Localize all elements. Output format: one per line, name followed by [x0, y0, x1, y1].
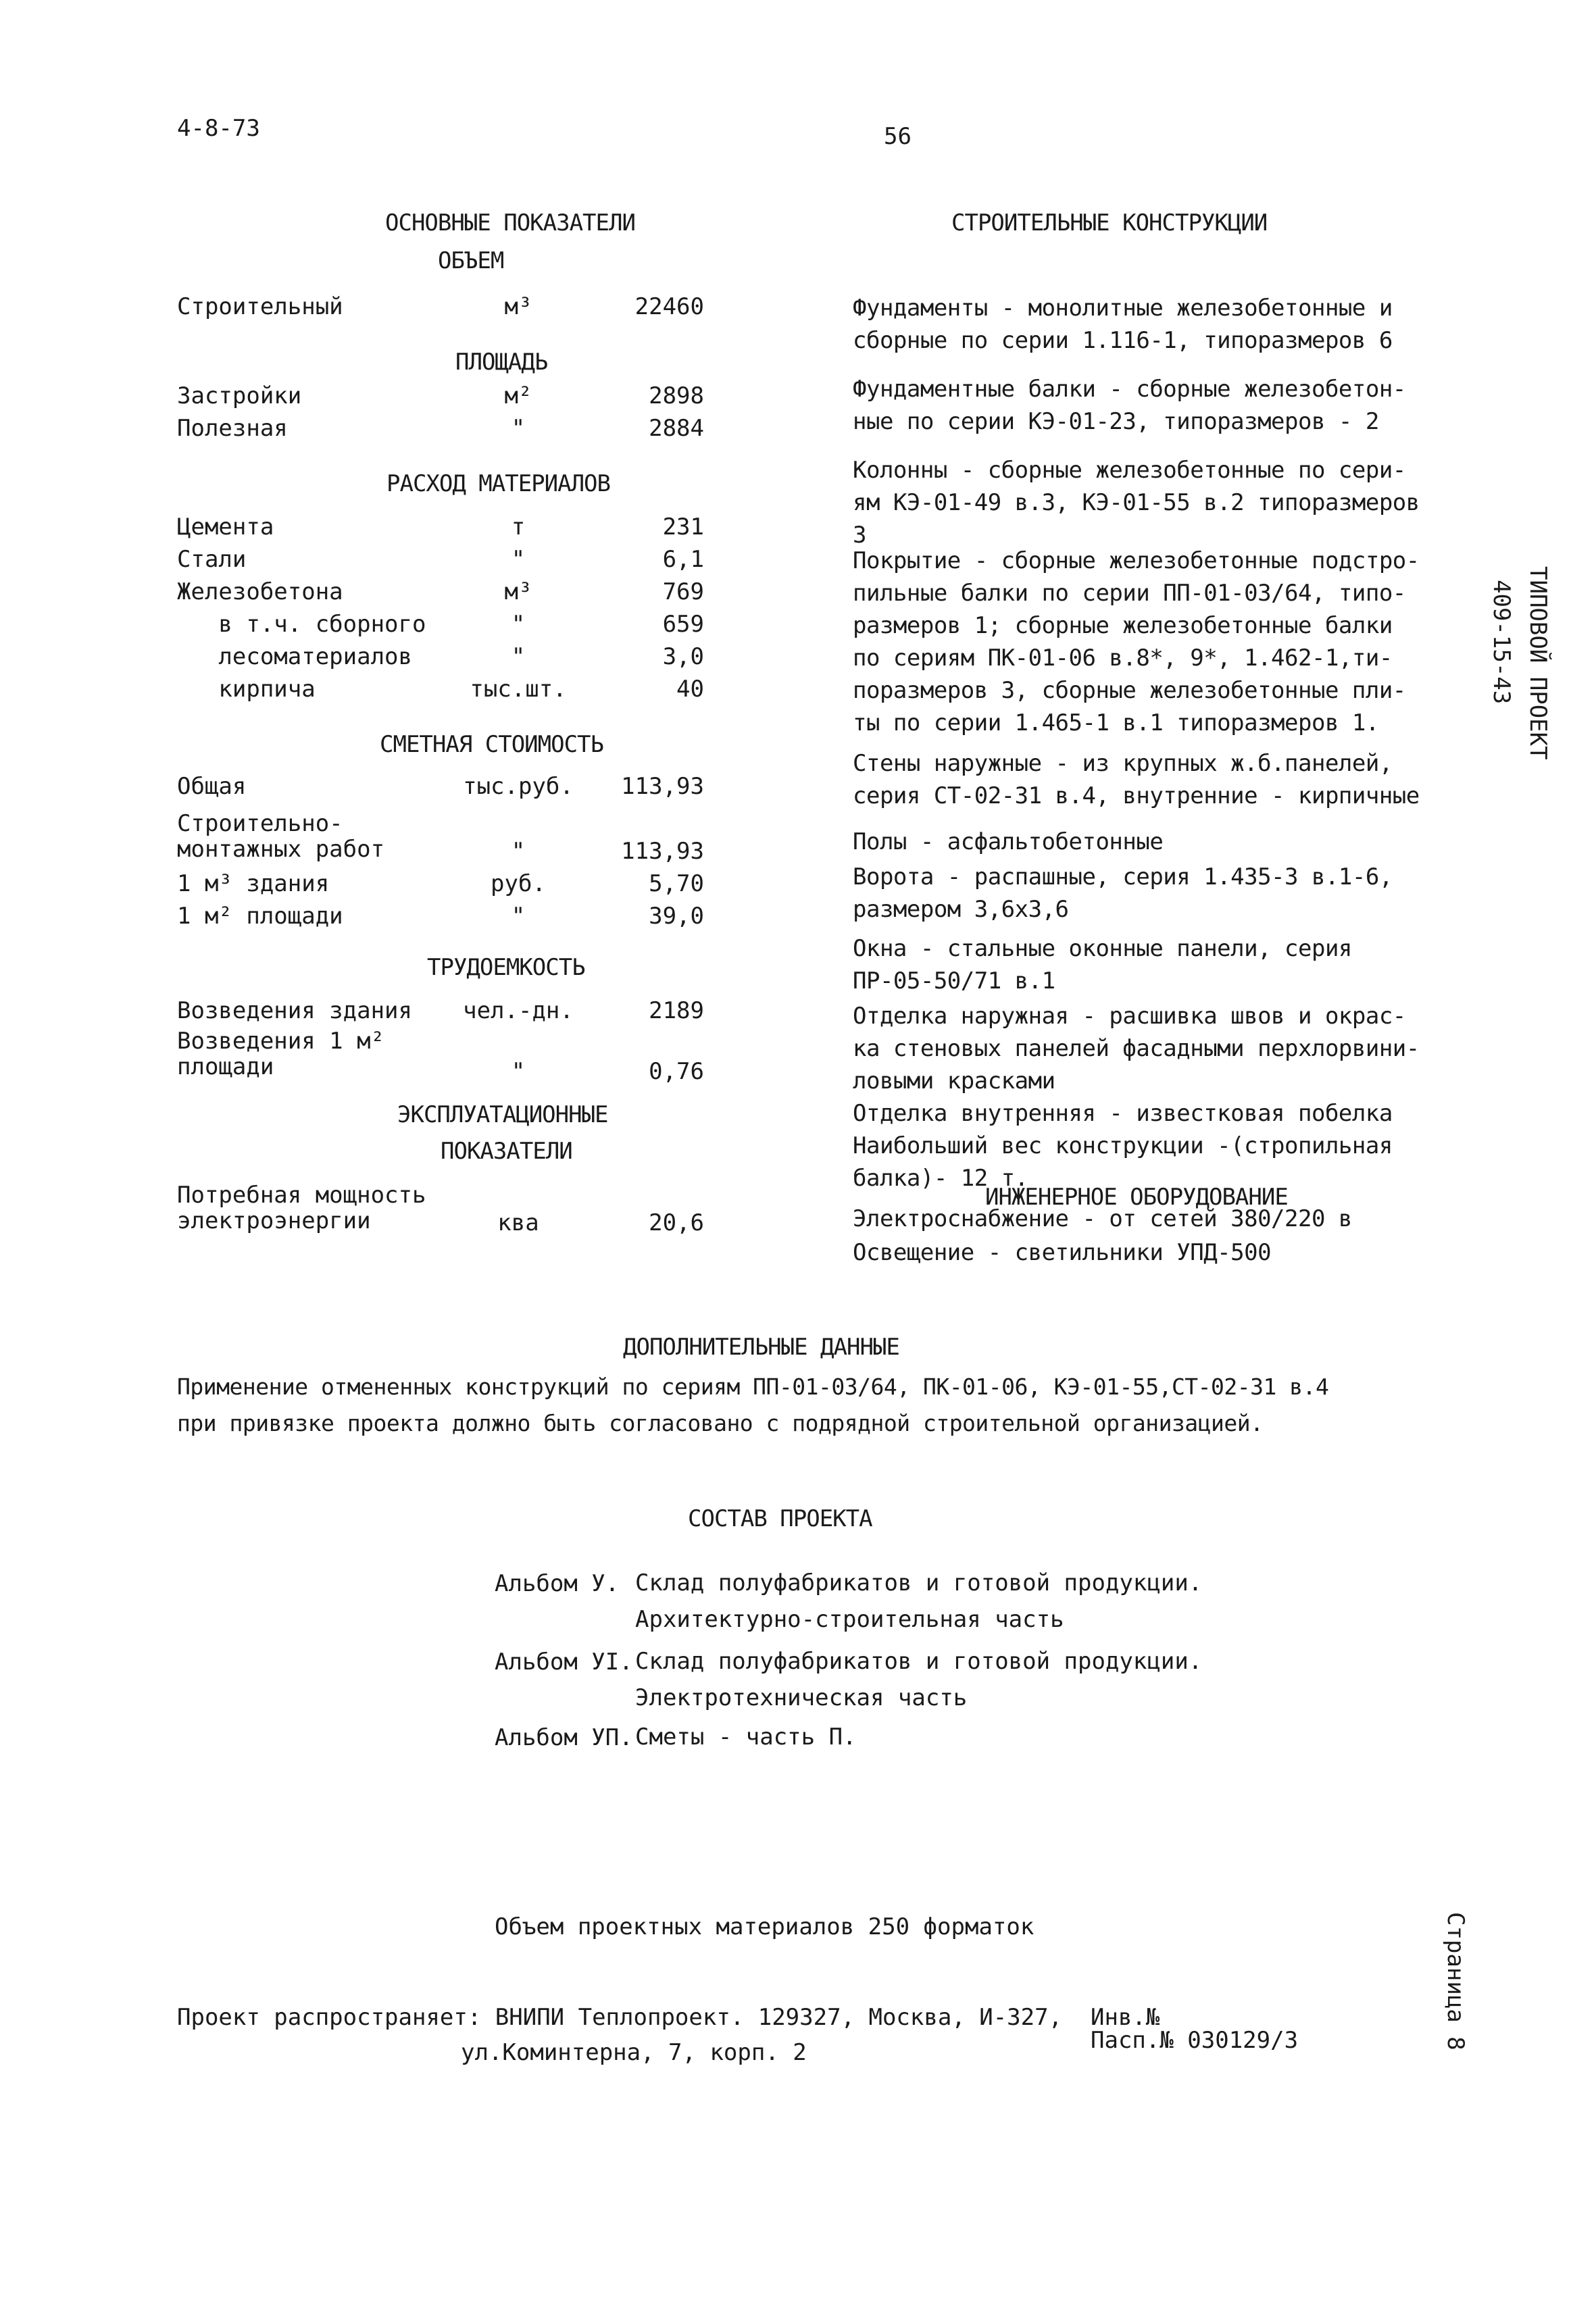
indicator-label: Цемента: [177, 513, 274, 540]
structures-title: СТРОИТЕЛЬНЫЕ КОНСТРУКЦИИ: [951, 209, 1268, 236]
page-number: 56: [884, 123, 912, 150]
engineering-line: Освещение - светильники УПД-500: [853, 1239, 1272, 1266]
sheet-label: Страница 8: [1442, 1912, 1469, 2051]
operation-heading-line1: ЭКСПЛУАТАЦИОННЫЕ: [397, 1101, 608, 1128]
indicator-label: Застройки: [177, 382, 302, 409]
indicator-unit: ": [511, 415, 526, 442]
album-description: Склад полуфабрикатов и готовой продукции. Электротехническая часть: [635, 1648, 1203, 1711]
indicator-row: [177, 291, 704, 323]
indicator-unit: ": [511, 1058, 526, 1085]
inventory-number: Инв.№: [1091, 2004, 1160, 2031]
volume-heading: ОБЪЕМ: [438, 247, 504, 274]
composition-heading: СОСТАВ ПРОЕКТА: [688, 1505, 872, 1532]
engineering-line: Электроснабжение - от сетей 380/220 в: [853, 1205, 1352, 1232]
structure-item: Ворота - распашные, серия 1.435-3 в.1-6, размером 3,6х3,6: [853, 863, 1393, 923]
volume-note: Объем проектных материалов 250 форматок: [495, 1913, 1034, 1940]
album-description: Склад полуфабрикатов и готовой продукции. Архитектурно-строительная часть: [635, 1569, 1203, 1633]
indicator-value: 5,70: [649, 870, 704, 897]
album-name: Альбом УI.: [495, 1649, 633, 1676]
indicator-row: [177, 640, 704, 673]
indicator-label: Общая: [177, 773, 247, 800]
structures: [853, 203, 1447, 1284]
main-indicators: [177, 203, 704, 1284]
passport-number: Пасп.№ 030129/3: [1091, 2027, 1299, 2054]
indicator-label: Строительный: [177, 293, 343, 320]
indicator-unit: т: [511, 513, 526, 540]
indicator-row: [177, 995, 704, 1027]
structure-item: Стены наружные - из крупных ж.б.панелей, серия СТ-02-31 в.4, внутренние - кирпичные: [853, 750, 1420, 809]
labor-heading: ТРУДОЕМКОСТЬ: [427, 954, 585, 981]
indicator-row: [177, 576, 704, 608]
indicator-label: Полезная: [177, 415, 288, 442]
indicator-value: 2189: [649, 997, 704, 1024]
structure-item: Окна - стальные оконные панели, серия ПР-05-50/71 в.1: [853, 935, 1352, 995]
indicator-unit: ": [511, 838, 526, 865]
album-name: Альбом У.: [495, 1570, 620, 1597]
indicator-value: 659: [662, 611, 704, 638]
indicator-value: 2898: [649, 382, 704, 409]
indicator-label: Строительно-монтажных работ: [177, 810, 385, 863]
structure-item: Колонны - сборные железобетонные по сери- ям КЭ-01-49 в.3, КЭ-01-55 в.2 типоразмеров 3: [853, 457, 1420, 549]
structure-item: Покрытие - сборные железобетонные подстро- пильные балки по серии ПП-01-03/64, типо- размеров 1; сборные железобетонные балки по сериям ПК-01-06 в.8*, 9*, 1.462-1,ти- поразмеров 3, сборные железобетонные пли- ты по серии 1.465-1 в.1 типоразмеров 1.: [853, 547, 1420, 736]
indicator-value: 40: [676, 676, 704, 703]
indicator-value: 231: [662, 513, 704, 540]
distributor-line1: Проект распространяет: ВНИПИ Теплопроект. 129327, Москва, И-327,: [177, 2004, 1063, 2031]
project-number: 409-15-43: [1488, 580, 1515, 705]
indicator-row: [177, 867, 704, 900]
album-description: Сметы - часть П.: [635, 1724, 857, 1751]
indicator-value: 113,93: [621, 773, 704, 800]
structure-item: Отделка наружная - расшивка швов и окрас- ка стеновых панелей фасадными перхлорвини- ловыми красками: [853, 1003, 1420, 1095]
indicator-value: 3,0: [662, 643, 704, 670]
indicator-label: Железобетона: [177, 578, 343, 605]
indicator-value: 2884: [649, 415, 704, 442]
indicator-row: [177, 380, 704, 412]
operation-heading-line2: ПОКАЗАТЕЛИ: [441, 1138, 572, 1165]
indicator-row: [177, 412, 704, 445]
indicator-value: 6,1: [662, 546, 704, 573]
indicator-label: Стали: [177, 546, 247, 573]
indicator-unit: ": [511, 643, 526, 670]
distributor-line2: ул.Коминтерна, 7, корп. 2: [461, 2039, 807, 2066]
indicator-unit: ": [511, 903, 526, 930]
indicator-value: 20,6: [649, 1209, 704, 1236]
indicator-row: [177, 511, 704, 543]
indicator-row: [177, 673, 704, 705]
structure-item: Наибольший вес конструкции -(стропильная балка)- 12 т.: [853, 1132, 1393, 1192]
additional-heading: ДОПОЛНИТЕЛЬНЫЕ ДАННЫЕ: [623, 1334, 899, 1361]
structure-item: Полы - асфальтобетонные: [853, 828, 1164, 855]
indicator-unit: ": [511, 611, 526, 638]
indicator-row: [177, 811, 704, 867]
indicator-row: [177, 543, 704, 576]
indicator-unit: ква: [497, 1209, 539, 1236]
area-heading: ПЛОЩАДЬ: [455, 349, 548, 376]
indicator-row: [177, 1028, 704, 1085]
indicator-value: 22460: [634, 293, 704, 320]
indicator-label: лесоматериалов: [177, 643, 412, 670]
indicator-label: 1 м² площади: [177, 903, 343, 930]
indicator-unit: руб.: [491, 870, 546, 897]
indicator-unit: чел.-дн.: [463, 997, 574, 1024]
indicator-unit: м³: [504, 578, 532, 605]
indicator-label: кирпича: [177, 676, 316, 703]
indicator-label: 1 м³ здания: [177, 870, 330, 897]
indicator-value: 769: [662, 578, 704, 605]
cost-heading: СМЕТНАЯ СТОИМОСТЬ: [380, 731, 603, 758]
indicator-row: [177, 770, 704, 803]
structure-item: Фундаменты - монолитные железобетонные и сборные по серии 1.116-1, типоразмеров 6: [853, 295, 1393, 354]
indicator-row: [177, 1182, 704, 1239]
additional-text: Применение отмененных конструкций по сериям ПП-01-03/64, ПК-01-06, КЭ-01-55,СТ-02-31 в.4 при привязке проекта должно быть согласовано с подрядной строительной организацией.: [177, 1374, 1329, 1436]
structure-item: Фундаментные балки - сборные железобетон- ные по серии КЭ-01-23, типоразмеров - 2: [853, 376, 1406, 435]
indicator-label: Возведения 1 м² площади: [177, 1028, 385, 1080]
indicator-label: в т.ч. сборного: [177, 611, 426, 638]
indicator-row: [177, 900, 704, 932]
indicator-unit: тыс.шт.: [470, 676, 567, 703]
indicator-label: Возведения здания: [177, 997, 412, 1024]
indicator-unit: м²: [504, 382, 532, 409]
doc-code: 4-8-73: [177, 115, 260, 142]
engineering-heading: ИНЖЕНЕРНОЕ ОБОРУДОВАНИЕ: [985, 1184, 1288, 1211]
indicator-unit: ": [511, 546, 526, 573]
indicator-value: 39,0: [649, 903, 704, 930]
main-indicators-title: ОСНОВНЫЕ ПОКАЗАТЕЛИ: [385, 209, 635, 236]
album-name: Альбом УП.: [495, 1724, 633, 1751]
materials-heading: РАСХОД МАТЕРИАЛОВ: [386, 470, 610, 497]
indicator-value: 113,93: [621, 838, 704, 865]
indicator-label: Потребная мощность электроэнергии: [177, 1182, 426, 1234]
indicator-unit: тыс.руб.: [463, 773, 574, 800]
indicator-value: 0,76: [649, 1058, 704, 1085]
indicator-unit: м³: [504, 293, 532, 320]
project-title: ТИПОВОЙ ПРОЕКТ: [1524, 566, 1551, 760]
structure-item: Отделка внутренняя - известковая побелка: [853, 1100, 1393, 1127]
indicator-row: [177, 608, 704, 640]
